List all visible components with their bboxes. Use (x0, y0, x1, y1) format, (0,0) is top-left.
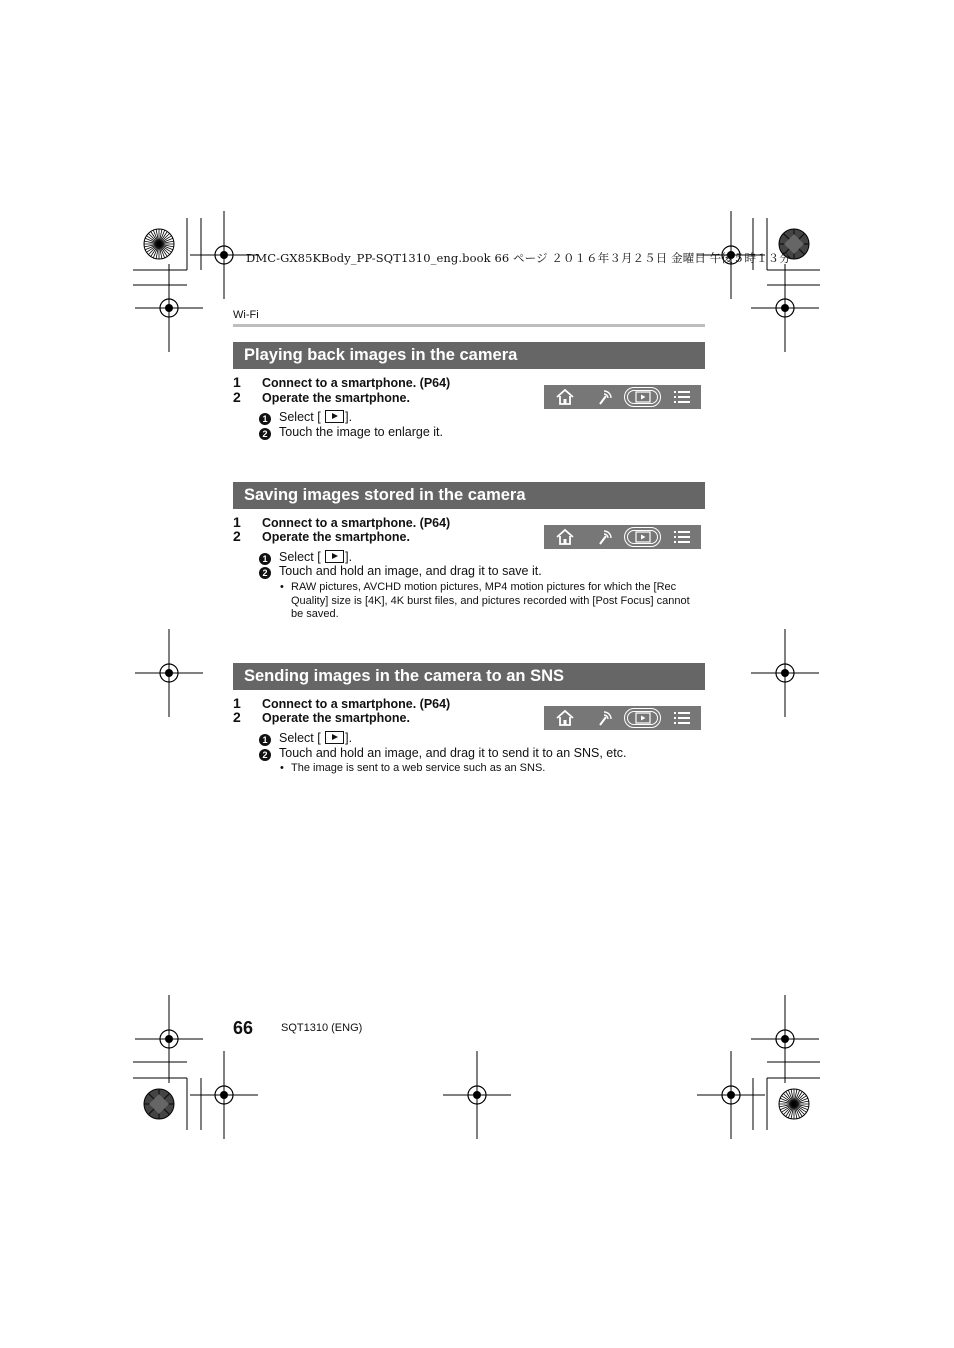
circled-number: 2 (259, 428, 271, 440)
wifi-remote-icon (592, 525, 616, 549)
print-header: DMC-GX85KBody_PP-SQT1310_eng.book 66 ページ ２０１６年３月２５日 金曜日 午後５時１３分 (246, 251, 791, 265)
circled-number: 1 (259, 553, 271, 565)
step-text: Operate the smartphone. (262, 711, 410, 725)
camera-toolbar (544, 385, 701, 409)
playback-icon (631, 525, 655, 549)
step-text: Operate the smartphone. (262, 530, 410, 544)
step-text: Connect to a smartphone. (P64) (262, 697, 451, 711)
play-icon (325, 550, 344, 563)
sub-step: 1 Select [ ]. (259, 410, 352, 425)
step-text: Operate the smartphone. (262, 391, 410, 405)
circled-number: 2 (259, 567, 271, 579)
bullet: • (280, 762, 284, 774)
play-icon (325, 731, 344, 744)
camera-toolbar (544, 706, 701, 730)
running-head: Wi-Fi (233, 309, 259, 321)
wifi-remote-icon (592, 706, 616, 730)
sub-step: 2 Touch and hold an image, and drag it to save it. (259, 564, 542, 579)
step-number: 1 (233, 514, 241, 530)
home-icon (553, 706, 577, 730)
step-number: 1 (233, 374, 241, 390)
bullet: • (280, 581, 284, 593)
step-number: 2 (233, 528, 241, 544)
home-icon (553, 525, 577, 549)
play-icon (325, 410, 344, 423)
page-number: 66 (233, 1018, 254, 1038)
step-number: 2 (233, 389, 241, 405)
note-text: The image is sent to a web service such as an SNS. (291, 762, 546, 774)
circled-number: 1 (259, 413, 271, 425)
note (280, 762, 691, 776)
section-title: Playing back images in the camera (233, 342, 705, 369)
home-icon (553, 385, 577, 409)
document-code: SQT1310 (ENG) (281, 1022, 363, 1034)
menu-list-icon (670, 525, 694, 549)
step-number: 1 (233, 695, 241, 711)
sub-step: 1 Select [ ]. (259, 731, 352, 746)
playback-icon (631, 385, 655, 409)
sub-step: 1 Select [ ]. (259, 550, 352, 565)
note-text: RAW pictures, AVCHD motion pictures, MP4 motion pictures for which the [Rec Quality] size is [4K], 4K burst files, and pictures recorded with [Post Focus] cannot be saved. (291, 581, 690, 620)
circled-number: 2 (259, 749, 271, 761)
menu-list-icon (670, 385, 694, 409)
wifi-remote-icon (592, 385, 616, 409)
sub-step: 2 Touch and hold an image, and drag it to send it to an SNS, etc. (259, 746, 626, 761)
menu-list-icon (670, 706, 694, 730)
playback-icon (631, 706, 655, 730)
camera-toolbar (544, 525, 701, 549)
circled-number: 1 (259, 734, 271, 746)
section-title: Sending images in the camera to an SNS (233, 663, 705, 690)
step-text: Connect to a smartphone. (P64) (262, 516, 451, 530)
note (280, 581, 691, 622)
step-number: 2 (233, 709, 241, 725)
step-text: Connect to a smartphone. (P64) (262, 376, 451, 390)
section-title: Saving images stored in the camera (233, 482, 705, 509)
sub-step: 2 Touch the image to enlarge it. (259, 425, 443, 440)
divider (233, 324, 705, 327)
